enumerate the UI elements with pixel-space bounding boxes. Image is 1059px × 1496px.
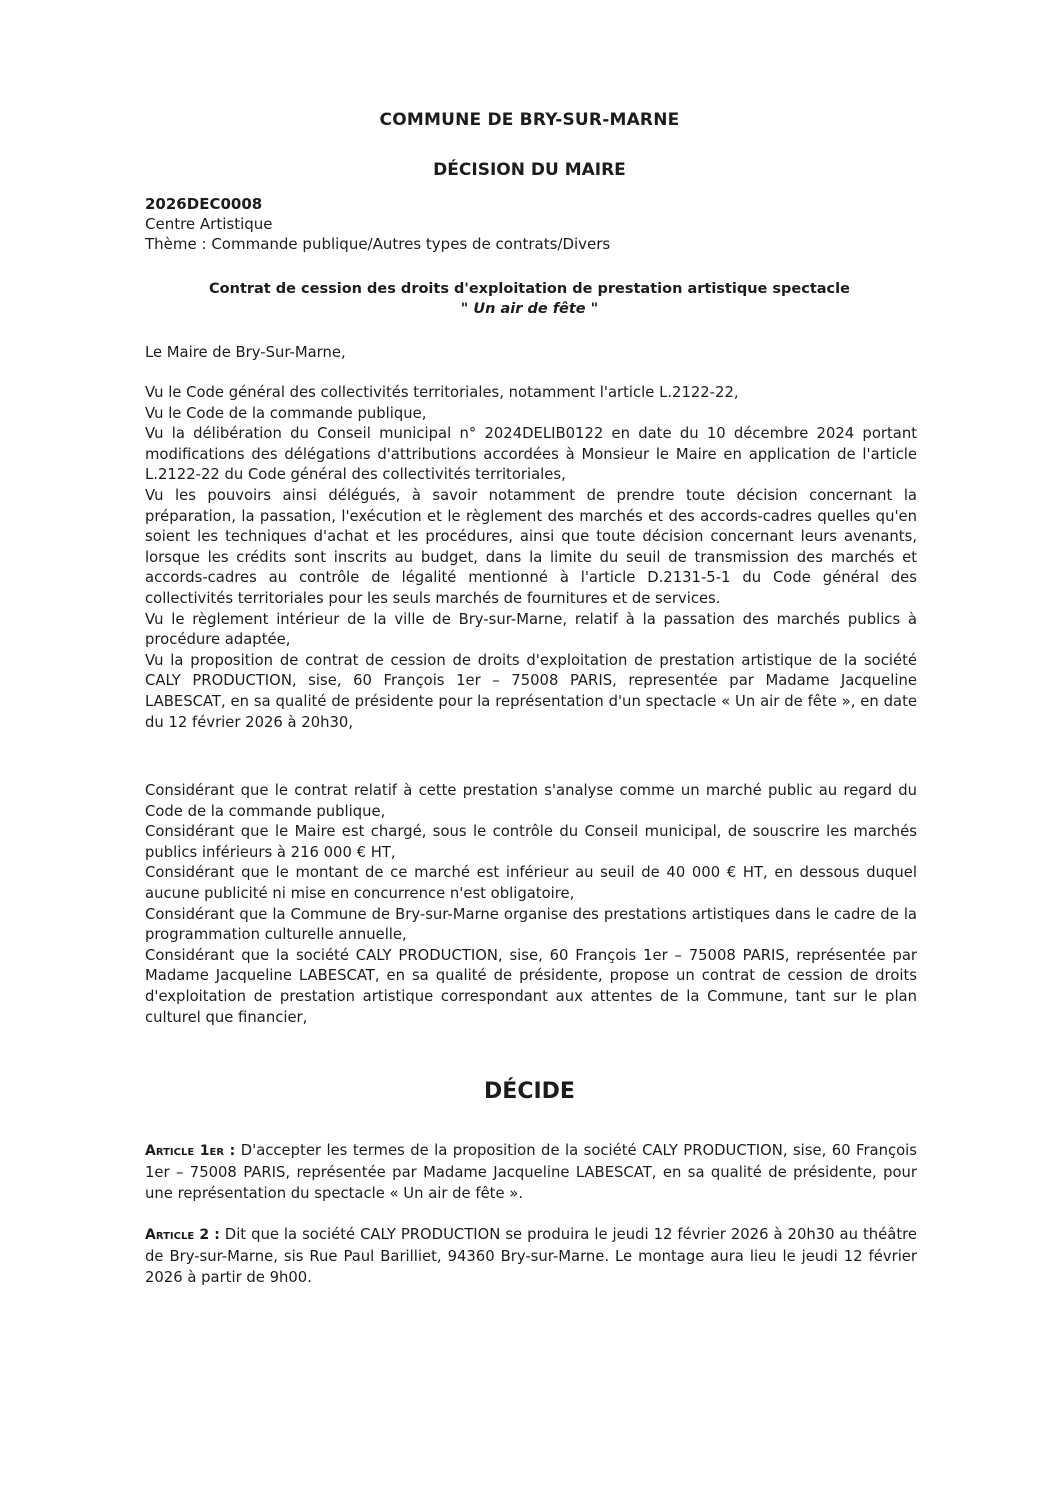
considerant-item: Considérant que le contrat relatif à cette prestation s'analyse comme un marché public au regard du Code de la commande publique, bbox=[145, 782, 917, 820]
vu-list bbox=[145, 383, 917, 733]
decision-service: Centre Artistique bbox=[145, 215, 273, 233]
article-text: D'accepter les termes de la proposition de la société CALY PRODUCTION, sise, 60 François 1er – 75008 PARIS, représentée par Madame Jacqueline LABESCAT, en sa qualité de présidente, pour une représentation du spectacle « Un air de fête ». bbox=[145, 1142, 917, 1202]
article-1 bbox=[145, 1140, 917, 1204]
contract-title-show: " Un air de fête " bbox=[460, 301, 599, 317]
article-label: Article 1er : bbox=[145, 1143, 236, 1159]
vu-item: Vu le Code de la commande publique, bbox=[145, 404, 427, 422]
vu-item: Vu la délibération du Conseil municipal n° 2024DELIB0122 en date du 10 décembre 2024 portant modifications des délégations d'attributions accordées à Monsieur le Maire en application de l'article L.2122-22 du Code général des collectivités territoriales, bbox=[145, 425, 917, 484]
vu-item: Vu le Code général des collectivités territoriales, notamment l'article L.2122-22, bbox=[145, 384, 739, 401]
decision-heading: DÉCISION DU MAIRE bbox=[433, 160, 626, 180]
decision-meta bbox=[145, 194, 610, 254]
decision-reference: 2026DEC0008 bbox=[145, 195, 263, 213]
decide-heading: DÉCIDE bbox=[484, 1079, 575, 1104]
article-2 bbox=[145, 1224, 917, 1288]
considerant-item: Considérant que le Maire est chargé, sous le contrôle du Conseil municipal, de souscrire les marchés publics inférieurs à 216 000 € HT, bbox=[145, 823, 917, 861]
vu-item: Vu le règlement intérieur de la ville de Bry-sur-Marne, relatif à la passation des marchés publics à procédure adaptée, bbox=[145, 610, 917, 649]
contract-title-line: Contrat de cession des droits d'exploitation de prestation artistique spectacle bbox=[209, 281, 850, 297]
considerant-item: Considérant que le montant de ce marché est inférieur au seuil de 40 000 € HT, en dessous duquel aucune publicité ni mise en concurrence n'est obligatoire, bbox=[145, 864, 917, 902]
considerant-item: Considérant que la société CALY PRODUCTION, sise, 60 François 1er – 75008 PARIS, représentée par Madame Jacqueline LABESCAT, en sa qualité de présidente, propose un contrat de cession de droits d'exploitation de prestation artistique correspondant aux attentes de la Commune, tant sur le plan culturel que financier, bbox=[145, 946, 917, 1026]
vu-item: Vu la proposition de contrat de cession de droits d'exploitation de prestation artistique de la société CALY PRODUCTION, sise, 60 François 1er – 75008 PARIS, representée par Madame Jacqueline LABESCAT, en sa qualité de présidente pour la représentation d'un spectacle « Un air de fête », en date du 12 février 2026 à 20h30, bbox=[145, 651, 917, 731]
considerant-list bbox=[145, 781, 917, 1028]
maire-intro: Le Maire de Bry-Sur-Marne, bbox=[145, 344, 346, 361]
vu-item: Vu les pouvoirs ainsi délégués, à savoir notamment de prendre toute décision concernant la préparation, la passation, l'exécution et le règlement des marchés et des accords-cadres quelles qu'en soient les techniques d'achat et les procédures, ainsi que toute décision concernant leurs avenants, lorsque les crédits sont inscrits au budget, dans la limite du seuil de transmission des marchés et accords-cadres au contrôle de légalité mentionné à l'article D.2131-5-1 du Code général des collectivités territoriales pour les seuls marchés de fournitures et de services. bbox=[145, 486, 917, 607]
contract-title bbox=[0, 279, 1059, 319]
considerant-item: Considérant que la Commune de Bry-sur-Marne organise des prestations artistiques dans le cadre de la programmation culturelle annuelle, bbox=[145, 905, 917, 944]
article-label: Article 2 : bbox=[145, 1227, 220, 1243]
article-text: Dit que la société CALY PRODUCTION se produira le jeudi 12 février 2026 à 20h30 au théâtre de Bry-sur-Marne, sis Rue Paul Barilliet, 94360 Bry-sur-Marne. Le montage aura lieu le jeudi 12 février 2026 à partir de 9h00. bbox=[145, 1226, 917, 1286]
commune-heading: COMMUNE DE BRY-SUR-MARNE bbox=[379, 110, 680, 130]
decision-theme: Thème : Commande publique/Autres types de contrats/Divers bbox=[145, 235, 611, 253]
